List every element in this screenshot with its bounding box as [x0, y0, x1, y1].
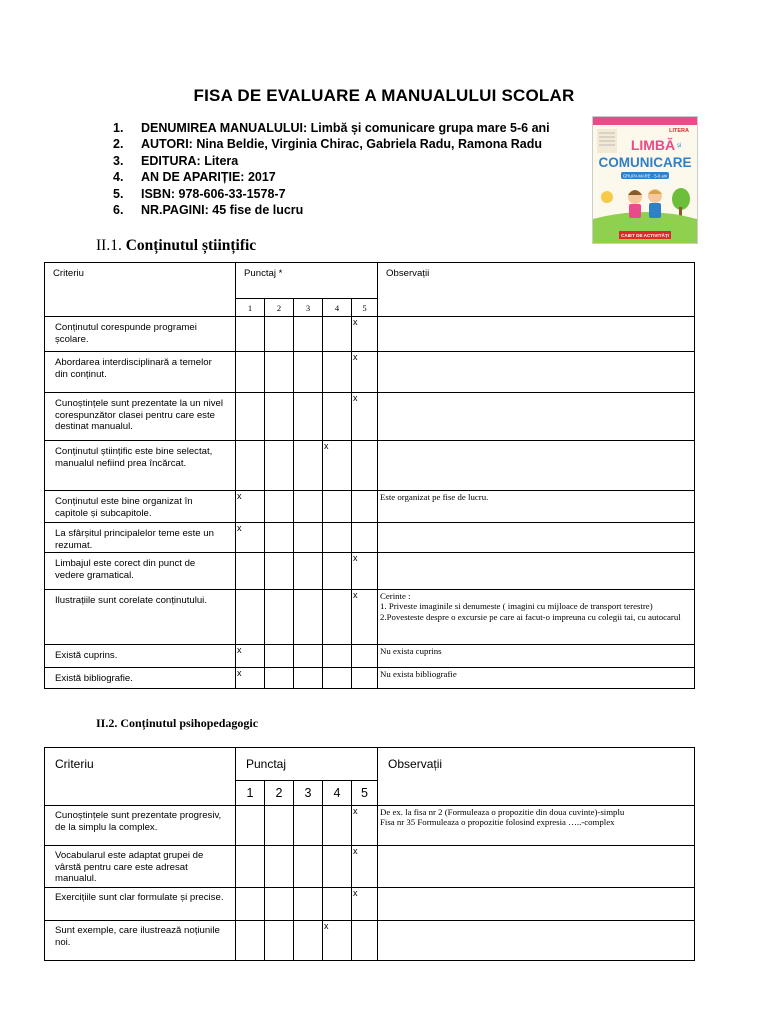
score-cell: x: [323, 921, 352, 961]
table-row: [45, 806, 695, 846]
observation-cell: Este organizat pe fise de lucru.: [378, 491, 695, 523]
cover-footer: CAIET DE ACTIVITĂȚI: [621, 233, 669, 238]
score-column-1: 1: [236, 299, 265, 317]
score-cell: x: [323, 441, 352, 491]
score-cell: [352, 491, 378, 523]
header-observatii: Observații: [378, 748, 695, 806]
score-cell: [323, 668, 352, 689]
score-cell: x: [352, 846, 378, 888]
table-row: [45, 317, 695, 352]
observation-cell: [378, 393, 695, 441]
score-cell: [352, 668, 378, 689]
info-item: [113, 153, 550, 169]
score-cell: x: [352, 393, 378, 441]
criterion-text: Există bibliografie.: [45, 668, 236, 689]
criterion-text: Conținutul este bine organizat în capitole și subcapitole.: [45, 491, 236, 523]
score-column-3: 3: [294, 299, 323, 317]
criterion-text: Abordarea interdisciplinară a temelor din conținut.: [45, 352, 236, 393]
score-cell: [294, 317, 323, 352]
criterion-text: Sunt exemple, care ilustrează noțiunile noi.: [45, 921, 236, 961]
score-cell: [323, 590, 352, 645]
score-cell: [323, 888, 352, 921]
score-cell: [236, 441, 265, 491]
score-cell: [323, 491, 352, 523]
score-column-4: 4: [323, 299, 352, 317]
score-cell: [352, 441, 378, 491]
info-item: [113, 136, 550, 152]
score-cell: [236, 846, 265, 888]
score-cell: [294, 553, 323, 590]
observation-cell: De ex. la fisa nr 2 (Formuleaza o propozitie din doua cuvinte)-simplu Fisa nr 35 Formuleaza o propozitie folosind expresia …..-complex: [378, 806, 695, 846]
book-cover-illustration: [593, 117, 697, 243]
score-cell: [323, 317, 352, 352]
table-row: [45, 523, 695, 553]
score-cell: x: [352, 317, 378, 352]
score-cell: [265, 645, 294, 668]
info-number: 2.: [113, 137, 124, 152]
score-cell: [265, 590, 294, 645]
score-cell: [265, 352, 294, 393]
table-row: [45, 888, 695, 921]
section-title-scientific: [96, 237, 256, 255]
info-number: 5.: [113, 186, 124, 201]
score-cell: [323, 806, 352, 846]
score-cell: [265, 393, 294, 441]
score-cell: [323, 645, 352, 668]
observation-cell: [378, 352, 695, 393]
score-cell: x: [236, 668, 265, 689]
score-cell: [265, 553, 294, 590]
table-row: [45, 668, 695, 689]
criterion-text: Exercițiile sunt clar formulate și precise.: [45, 888, 236, 921]
table-row: [45, 352, 695, 393]
info-number: 6.: [113, 203, 124, 218]
score-cell: [294, 645, 323, 668]
score-cell: [265, 668, 294, 689]
table-row: [45, 491, 695, 523]
table-row: [45, 846, 695, 888]
observation-cell: [378, 888, 695, 921]
score-cell: [294, 491, 323, 523]
table-row: [45, 645, 695, 668]
score-cell: [323, 393, 352, 441]
cover-title-si: și: [677, 143, 682, 149]
score-cell: x: [352, 590, 378, 645]
score-cell: [294, 888, 323, 921]
header-punctaj: Punctaj: [236, 748, 378, 781]
score-cell: [265, 846, 294, 888]
info-text: ISBN: 978-606-33-1578-7: [141, 186, 286, 201]
cover-subtitle: GRUPA MARE · 5-6 ani: [622, 173, 668, 179]
score-cell: [294, 523, 323, 553]
table-row: [45, 441, 695, 491]
observation-cell: Nu exista cuprins: [378, 645, 695, 668]
header-observatii: Observații: [378, 263, 695, 317]
scientific-content-table: [44, 262, 695, 689]
table-row: [45, 393, 695, 441]
info-item: [113, 186, 550, 202]
score-cell: [265, 491, 294, 523]
score-column-3: 3: [294, 781, 323, 806]
observation-cell: Cerinte : 1. Priveste imaginile si denumeste ( imagini cu mijloace de transport terestre) 2.Povesteste despre o excursie pe care ai facut-o impreuna cu colegii tai, cu autocarul: [378, 590, 695, 645]
observation-cell: [378, 921, 695, 961]
table-row: [45, 921, 695, 961]
book-cover-image: [592, 116, 698, 244]
info-item: [113, 120, 550, 136]
cover-title-bottom: COMUNICARE: [598, 155, 692, 170]
score-cell: x: [236, 645, 265, 668]
cover-title-top: LIMBĂ: [630, 137, 676, 153]
score-column-2: 2: [265, 299, 294, 317]
score-cell: [294, 352, 323, 393]
observation-cell: [378, 846, 695, 888]
table-row: [45, 590, 695, 645]
score-cell: [294, 921, 323, 961]
score-cell: x: [236, 523, 265, 553]
score-cell: [294, 590, 323, 645]
score-cell: x: [352, 888, 378, 921]
score-cell: [236, 352, 265, 393]
score-cell: [323, 352, 352, 393]
table-row: [45, 553, 695, 590]
observation-cell: Nu exista bibliografie: [378, 668, 695, 689]
score-cell: [294, 806, 323, 846]
info-text: DENUMIREA MANUALULUI: Limbă și comunicare grupa mare 5-6 ani: [141, 121, 550, 135]
score-cell: [294, 846, 323, 888]
score-cell: [236, 553, 265, 590]
manual-info-list: [113, 120, 550, 218]
info-number: 4.: [113, 170, 124, 185]
score-cell: x: [352, 352, 378, 393]
observation-cell: [378, 553, 695, 590]
info-item: [113, 169, 550, 185]
score-cell: [323, 523, 352, 553]
score-cell: [352, 921, 378, 961]
section-title-psychopedagogic: II.2. Conținutul psihopedagogic: [96, 716, 259, 730]
info-number: 3.: [113, 153, 124, 168]
score-cell: x: [352, 806, 378, 846]
psychopedagogic-content-table: [44, 747, 695, 961]
criterion-text: Există cuprins.: [45, 645, 236, 668]
cover-publisher: LITERA: [669, 128, 689, 134]
score-cell: [265, 888, 294, 921]
criterion-text: Conținutul corespunde programei școlare.: [45, 317, 236, 352]
criterion-text: Cunoștințele sunt prezentate la un nivel corespunzător clasei pentru care este destinat manualul.: [45, 393, 236, 441]
criterion-text: Conținutul științific este bine selectat, manualul nefiind prea încărcat.: [45, 441, 236, 491]
score-cell: x: [236, 491, 265, 523]
score-column-5: 5: [352, 781, 378, 806]
criterion-text: Cunoștințele sunt prezentate progresiv, de la simplu la complex.: [45, 806, 236, 846]
header-criteriu: Criteriu: [45, 263, 236, 317]
info-item: [113, 202, 550, 218]
score-column-2: 2: [265, 781, 294, 806]
observation-cell: [378, 317, 695, 352]
score-cell: [323, 846, 352, 888]
score-cell: x: [352, 553, 378, 590]
score-cell: [265, 806, 294, 846]
score-cell: [236, 806, 265, 846]
document-title: FISA DE EVALUARE A MANUALULUI SCOLAR: [193, 86, 575, 105]
observation-cell: [378, 441, 695, 491]
criterion-text: Ilustrațiile sunt corelate conținutului.: [45, 590, 236, 645]
info-number: 1.: [113, 121, 124, 135]
header-criteriu: Criteriu: [45, 748, 236, 806]
score-cell: [236, 317, 265, 352]
score-column-5: 5: [352, 299, 378, 317]
criterion-text: Vocabularul este adaptat grupei de vârstă pentru care este adresat manualul.: [45, 846, 236, 888]
score-cell: [352, 523, 378, 553]
section-prefix: II.1.: [96, 237, 122, 254]
info-text: AUTORI: Nina Beldie, Virginia Chirac, Gabriela Radu, Ramona Radu: [141, 137, 543, 152]
score-cell: [294, 441, 323, 491]
score-cell: [265, 523, 294, 553]
score-cell: [236, 590, 265, 645]
header-punctaj: Punctaj *: [236, 263, 378, 299]
score-cell: [294, 668, 323, 689]
score-cell: [236, 393, 265, 441]
info-text: NR.PAGINI: 45 fise de lucru: [141, 203, 304, 218]
score-cell: [265, 317, 294, 352]
criterion-text: Limbajul este corect din punct de vedere gramatical.: [45, 553, 236, 590]
score-cell: [236, 888, 265, 921]
score-cell: [323, 553, 352, 590]
score-column-1: 1: [236, 781, 265, 806]
observation-cell: [378, 523, 695, 553]
score-cell: [236, 921, 265, 961]
criterion-text: La sfârșitul principalelor teme este un rezumat.: [45, 523, 236, 553]
section-label: Conținutul științific: [125, 237, 257, 254]
score-cell: [294, 393, 323, 441]
score-cell: [352, 645, 378, 668]
info-text: EDITURA: Litera: [141, 153, 239, 168]
score-column-4: 4: [323, 781, 352, 806]
info-text: AN DE APARIȚIE: 2017: [141, 170, 276, 185]
score-cell: [265, 921, 294, 961]
score-cell: [265, 441, 294, 491]
